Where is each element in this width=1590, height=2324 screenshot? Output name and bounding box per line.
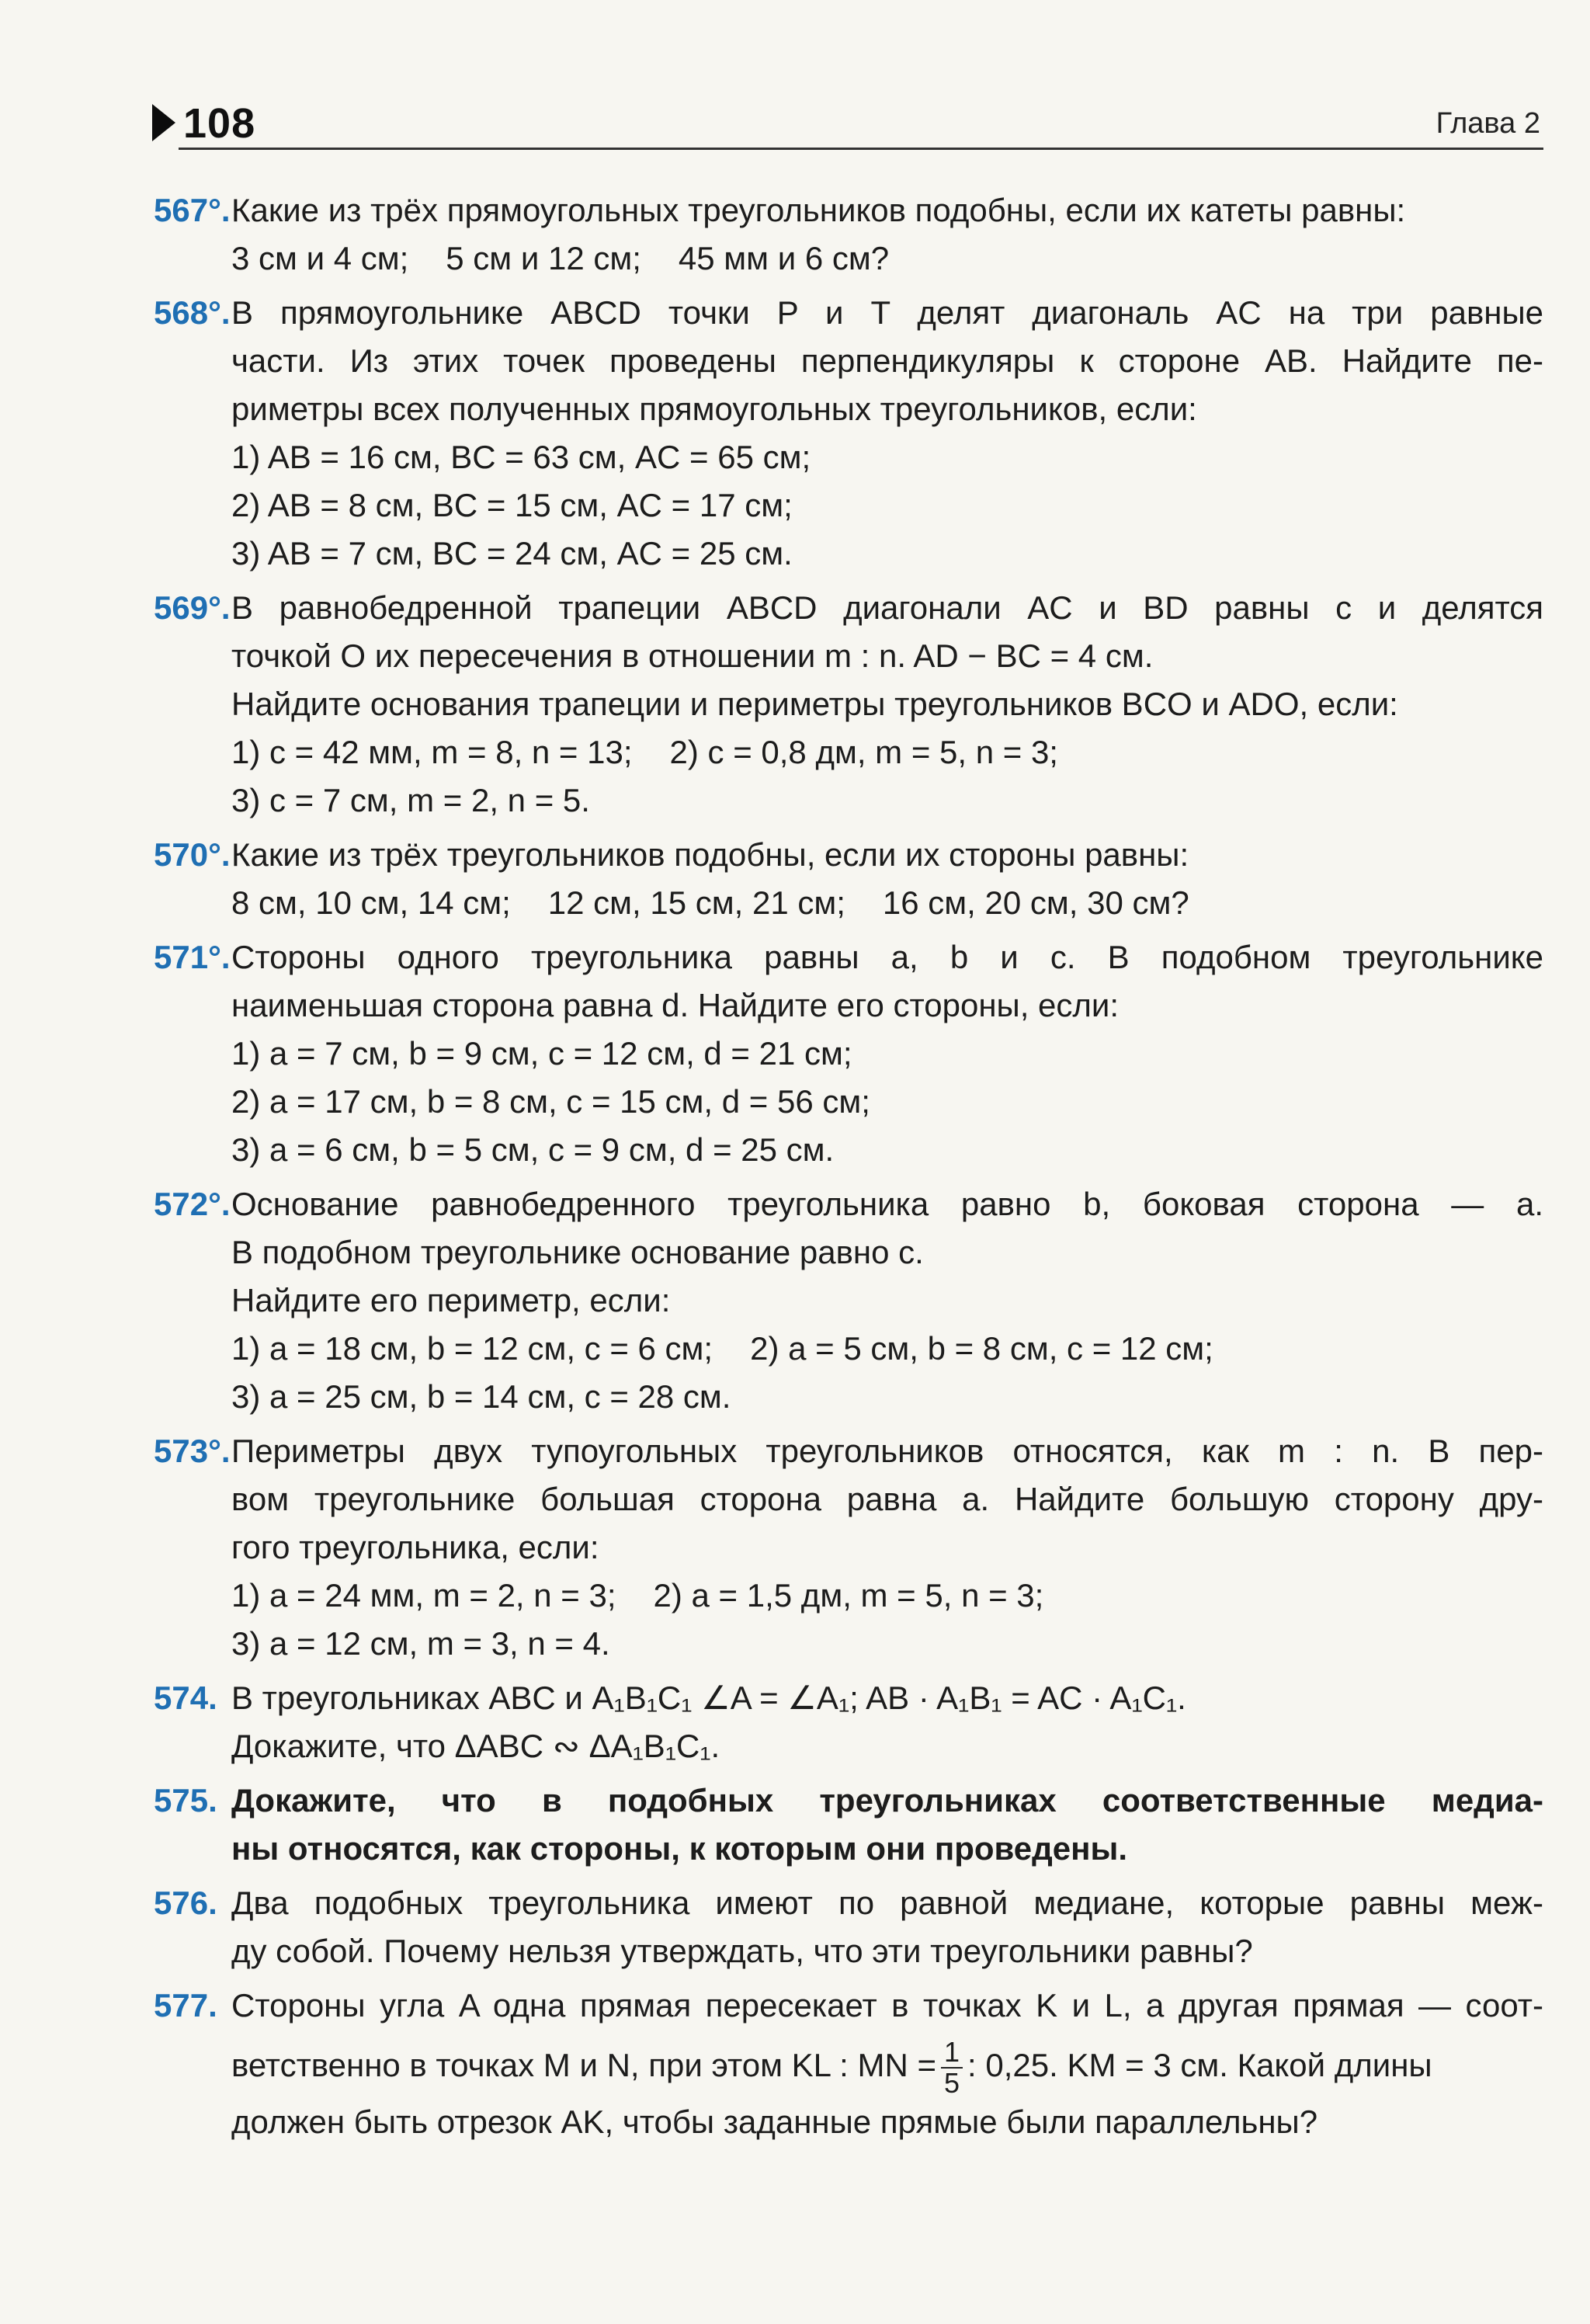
problem-line: должен быть отрезок AK, чтобы заданные прямые были параллельны?: [231, 2103, 1318, 2140]
problem-number: 569°.: [154, 589, 231, 626]
problem-option: 1) c = 42 мм, m = 8, n = 13;: [231, 734, 633, 770]
problem-571: [154, 933, 1543, 1174]
problem-option: 1) a = 18 см, b = 12 см, c = 6 см;: [231, 1330, 713, 1367]
problem-option: 45 мм и 6 см?: [678, 240, 890, 276]
problem-line: Докажите, что ΔABC ∾ ΔA₁B₁C₁.: [231, 1728, 720, 1764]
problem-list: [154, 186, 1543, 2152]
problem-line: [231, 728, 1543, 776]
problem-line: Основание равнобедренного треугольника равно b, боковая сторона — a.: [231, 1186, 1543, 1222]
problem-number: 574.: [154, 1680, 217, 1716]
fraction: [941, 2037, 963, 2098]
problem-577: [154, 1982, 1543, 2146]
fraction-line-before: ветственно в точках M и N, при этом KL : MN =: [231, 2047, 937, 2084]
problem-line: 1) AB = 16 см, BC = 63 см, AC = 65 см;: [231, 439, 811, 475]
fraction-line-after: : 0,25. KM = 3 см. Какой длины: [967, 2047, 1432, 2084]
problem-line: Периметры двух тупоугольных треугольников относятся, как m : n. В пер-: [231, 1433, 1543, 1469]
problem-line: точкой O их пересечения в отношении m : n. AD − BC = 4 см.: [231, 637, 1154, 674]
page-header: [152, 99, 1543, 148]
problem-number: 575.: [154, 1782, 217, 1819]
problem-line: В равнобедренной трапеции ABCD диагонали AC и BD равны c и делятся: [231, 589, 1543, 626]
problem-line: 3) a = 12 см, m = 3, n = 4.: [231, 1625, 610, 1662]
problem-line: Найдите основания трапеции и периметры треугольников BCO и ADO, если:: [231, 686, 1398, 722]
problem-568: [154, 289, 1543, 578]
problem-line: 3) a = 6 см, b = 5 см, c = 9 см, d = 25 см.: [231, 1131, 835, 1168]
problem-line: 2) a = 17 см, b = 8 см, c = 15 см, d = 56 см;: [231, 1083, 870, 1120]
problem-number: 577.: [154, 1987, 217, 2024]
problem-number: 567°.: [154, 192, 231, 228]
problem-576: [154, 1879, 1543, 1975]
problem-line: Какие из трёх треугольников подобны, если их стороны равны:: [231, 836, 1189, 873]
problem-line: Стороны одного треугольника равны a, b и c. В подобном треугольнике: [231, 939, 1543, 975]
problem-line: В подобном треугольнике основание равно c.: [231, 1234, 924, 1270]
problem-line: 3) c = 7 см, m = 2, n = 5.: [231, 782, 590, 818]
problem-line: [231, 234, 1543, 283]
problem-option: 12 см, 15 см, 21 см;: [547, 884, 845, 921]
problem-number: 573°.: [154, 1433, 231, 1469]
problem-line: ду собой. Почему нельзя утверждать, что эти треугольники равны?: [231, 1933, 1253, 1969]
problem-574: [154, 1674, 1543, 1770]
problem-572: [154, 1180, 1543, 1421]
problem-line: риметры всех полученных прямоугольных треугольников, если:: [231, 391, 1197, 427]
problem-line: ны относятся, как стороны, к которым они проведены.: [231, 1830, 1128, 1867]
problem-option: 2) a = 5 см, b = 8 см, c = 12 см;: [750, 1330, 1213, 1367]
problem-line: 2) AB = 8 см, BC = 15 см, AC = 17 см;: [231, 487, 793, 523]
problem-line: наименьшая сторона равна d. Найдите его стороны, если:: [231, 987, 1120, 1023]
problem-line-with-fraction: [231, 2037, 1543, 2098]
problem-option: 8 см, 10 см, 14 см;: [231, 884, 511, 921]
problem-567: [154, 186, 1543, 283]
chapter-label: Глава 2: [1436, 107, 1540, 140]
problem-line: вом треугольнике большая сторона равна a. Найдите большую сторону дру-: [231, 1481, 1543, 1517]
problem-line: Стороны угла A одна прямая пересекает в точках K и L, а другая прямая — соот-: [231, 1987, 1543, 2024]
problem-line: Найдите его периметр, если:: [231, 1282, 671, 1318]
problem-line: В прямоугольнике ABCD точки P и T делят диагональ AC на три равные: [231, 294, 1543, 331]
problem-option: 16 см, 20 см, 30 см?: [882, 884, 1189, 921]
problem-number: 570°.: [154, 836, 231, 873]
problem-570: [154, 831, 1543, 927]
problem-number: 572°.: [154, 1186, 231, 1222]
problem-line: гого треугольника, если:: [231, 1529, 599, 1565]
page-marker-arrow-icon: [152, 104, 175, 141]
problem-line: [231, 879, 1543, 927]
page-number: 108: [183, 100, 256, 147]
problem-option: 2) c = 0,8 дм, m = 5, n = 3;: [669, 734, 1058, 770]
header-rule: [179, 148, 1543, 150]
problem-569: [154, 584, 1543, 825]
problem-573: [154, 1427, 1543, 1668]
problem-option: 1) a = 24 мм, m = 2, n = 3;: [231, 1577, 616, 1614]
problem-line: Два подобных треугольника имеют по равной медиане, которые равны меж-: [231, 1885, 1543, 1921]
problem-575: [154, 1777, 1543, 1873]
problem-line: В треугольниках ABC и A₁B₁C₁ ∠A = ∠A₁; AB · A₁B₁ = AC · A₁C₁.: [231, 1680, 1186, 1716]
problem-line: [231, 1572, 1543, 1620]
problem-number: 568°.: [154, 294, 231, 331]
problem-number: 576.: [154, 1885, 217, 1921]
problem-option: 2) a = 1,5 дм, m = 5, n = 3;: [653, 1577, 1044, 1614]
problem-line: 1) a = 7 см, b = 9 см, c = 12 см, d = 21 см;: [231, 1035, 852, 1072]
fraction-denominator: 5: [944, 2067, 960, 2099]
problem-line: [231, 1325, 1543, 1373]
problem-line: Докажите, что в подобных треугольниках соответственные медиа-: [231, 1782, 1543, 1819]
fraction-numerator: 1: [941, 2037, 963, 2069]
problem-line: 3) AB = 7 см, BC = 24 см, AC = 25 см.: [231, 535, 793, 571]
problem-number: 571°.: [154, 939, 231, 975]
problem-line: 3) a = 25 см, b = 14 см, c = 28 см.: [231, 1378, 731, 1415]
problem-option: 3 см и 4 см;: [231, 240, 409, 276]
problem-option: 5 см и 12 см;: [446, 240, 641, 276]
problem-line: части. Из этих точек проведены перпендикуляры к стороне AB. Найдите пе-: [231, 342, 1543, 379]
problem-line: Какие из трёх прямоугольных треугольников подобны, если их катеты равны:: [231, 192, 1406, 228]
